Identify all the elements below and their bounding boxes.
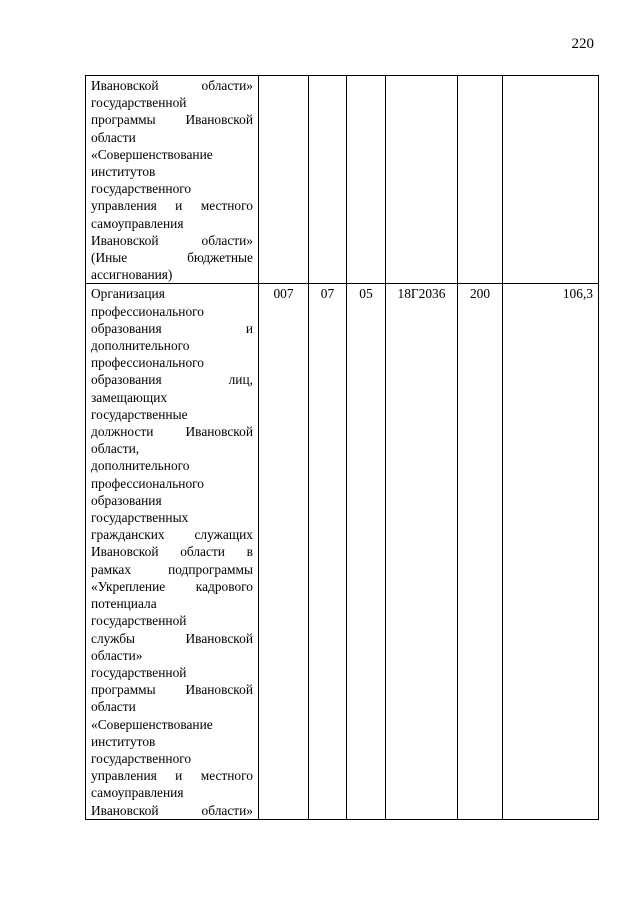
description-line: [91, 440, 253, 457]
description-word: дополнительного: [91, 338, 190, 354]
description-word: местного: [200, 198, 253, 214]
amount-cell: [503, 76, 599, 284]
description-word: программы: [91, 682, 156, 698]
description-line: [91, 266, 253, 283]
description-line: [91, 371, 253, 388]
description-word: замещающих: [91, 389, 168, 405]
description-word: государственных: [91, 510, 189, 526]
description-word: образования: [91, 372, 162, 388]
description-word: служащих: [194, 527, 253, 543]
description-word: службы: [91, 630, 136, 646]
description-word: Организация: [91, 286, 165, 302]
description-word: (Иные: [91, 250, 128, 266]
description-word: лиц,: [228, 372, 253, 388]
description-word: Ивановской: [185, 424, 253, 440]
page-number: 220: [571, 36, 594, 52]
description-line: [91, 561, 253, 578]
description-line: [91, 509, 253, 526]
description-word: институтов: [91, 733, 156, 749]
description-word: области»: [91, 647, 143, 663]
description-word: Ивановской: [91, 78, 159, 93]
section-code-cell: [309, 76, 347, 284]
description-line: [91, 578, 253, 595]
description-word: государственного: [91, 750, 192, 766]
description-cell: [86, 284, 259, 819]
description-line: [91, 767, 253, 784]
subsection-code-cell: 05: [347, 284, 386, 819]
description-word: области»: [201, 232, 253, 248]
description-word: и: [175, 198, 183, 214]
description-cell: [86, 76, 259, 284]
description-word: государственной: [91, 95, 187, 111]
description-line: [91, 111, 253, 128]
description-line: [91, 681, 253, 698]
description-word: профессионального: [91, 475, 204, 491]
description-word: профессионального: [91, 303, 204, 319]
description-line: [91, 354, 253, 371]
description-line: [91, 630, 253, 647]
description-word: области: [180, 544, 225, 560]
subsection-code-cell: [347, 76, 386, 284]
description-word: рамках: [91, 561, 132, 577]
description-word: Ивановской: [185, 630, 253, 646]
description-word: кадрового: [195, 578, 253, 594]
description-line: [91, 163, 253, 180]
description-word: самоуправления: [91, 785, 184, 801]
description-line: [91, 215, 253, 232]
description-word: и: [175, 768, 183, 784]
description-word: Ивановской: [185, 682, 253, 698]
description-line: [91, 423, 253, 440]
budget-table: [85, 75, 599, 820]
description-word: управления: [91, 198, 157, 214]
description-word: области»: [201, 802, 253, 818]
description-line: [91, 526, 253, 543]
description-line: [91, 406, 253, 423]
description-line: [91, 457, 253, 474]
section-code-cell: 07: [309, 284, 347, 819]
description-line: [91, 733, 253, 750]
description-word: ассигнования): [91, 267, 173, 283]
amount-cell: 106,3: [503, 284, 599, 819]
description-word: «Совершенствование: [91, 146, 213, 162]
description-word: Ивановской: [91, 544, 159, 560]
description-word: области: [91, 699, 136, 715]
description-word: управления: [91, 768, 157, 784]
description-word: государственные: [91, 406, 188, 422]
description-line: [91, 595, 253, 612]
table-body: [86, 76, 599, 820]
description-line: [91, 784, 253, 801]
description-line: [91, 612, 253, 629]
description-line: [91, 647, 253, 664]
description-line: [91, 389, 253, 406]
description-word: государственной: [91, 664, 187, 680]
description-word: Ивановской: [91, 232, 159, 248]
description-line: [91, 492, 253, 509]
description-word: «Укрепление: [91, 578, 166, 594]
description-line: [91, 303, 253, 320]
expense-type-cell: 200: [458, 284, 503, 819]
description-word: подпрограммы: [168, 561, 253, 577]
target-article-cell: 18Г2036: [386, 284, 458, 819]
description-line: [91, 285, 253, 302]
description-line: [91, 475, 253, 492]
description-line: [91, 802, 253, 819]
description-word: образования: [91, 320, 162, 336]
description-line: [91, 320, 253, 337]
description-line: [91, 543, 253, 560]
description-word: области,: [91, 441, 140, 457]
table-row: [86, 76, 599, 284]
description-line: [91, 146, 253, 163]
description-word: области: [91, 129, 136, 145]
description-word: местного: [200, 768, 253, 784]
description-line: [91, 750, 253, 767]
description-line: [91, 129, 253, 146]
expense-type-cell: [458, 76, 503, 284]
description-word: бюджетные: [187, 250, 253, 266]
description-word: области»: [201, 78, 253, 93]
description-word: государственного: [91, 181, 192, 197]
description-word: должности: [91, 424, 154, 440]
description-word: Ивановской: [185, 112, 253, 128]
description-line: [91, 232, 253, 249]
ministry-code-cell: [259, 76, 309, 284]
description-word: самоуправления: [91, 215, 184, 231]
description-word: программы: [91, 112, 156, 128]
description-word: «Совершенствование: [91, 716, 213, 732]
description-word: дополнительного: [91, 458, 190, 474]
description-line: [91, 664, 253, 681]
description-line: [91, 698, 253, 715]
description-word: Ивановской: [91, 802, 159, 818]
description-word: образования: [91, 492, 162, 508]
description-word: государственной: [91, 613, 187, 629]
description-line: [91, 197, 253, 214]
ministry-code-cell: 007: [259, 284, 309, 819]
description-line: [91, 94, 253, 111]
target-article-cell: [386, 76, 458, 284]
description-line: [91, 337, 253, 354]
description-word: потенциала: [91, 596, 157, 612]
description-line: [91, 716, 253, 733]
description-line: [91, 77, 253, 94]
description-word: институтов: [91, 164, 156, 180]
description-line: [91, 180, 253, 197]
description-word: и: [245, 320, 253, 336]
description-word: профессионального: [91, 355, 204, 371]
description-word: в: [246, 544, 253, 560]
description-line: [91, 249, 253, 266]
table-row: [86, 284, 599, 819]
description-word: гражданских: [91, 527, 165, 543]
